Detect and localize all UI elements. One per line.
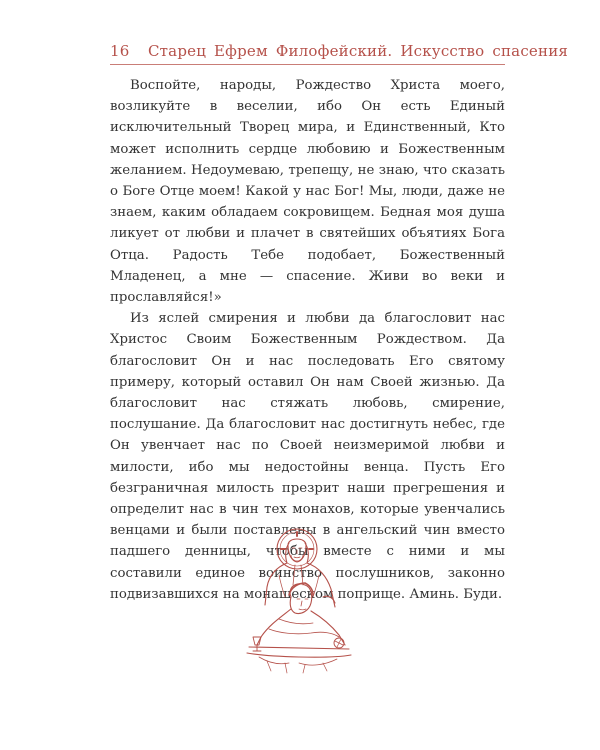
running-header-title: Старец Ефрем Филофейский. Искусство спасения [148,42,569,60]
paragraph-1: Воспойте, народы, Рождество Христа моего, возликуйте в веселии, ибо Он есть Единый исключительный Творец мира, и Единственный, Кто может исполнить сердце любовию и Божественным желанием. Недоумеваю, трепещу, не знаю, что сказать о Боге Отце моем! Какой у нас Бог! Мы, люди, даже не знаем, каким обладаем сокровищем. Бедная моя душа ликует от любви и плачет в святейших объятиях Бога Отца. Радость Тебе подобает, Божественный Младенец, а мне — спасение. Живи во веки и прославляйся!» [110,78,505,306]
paragraph-2: Из яслей смирения и любви да благословит нас Христос Своим Божественным Рождеством. Да благословит Он и нас последовать Его святому примеру, который оставил Он нам Своей жизнью. Да благословит нас стяжать любовь, смирение, послушание. Да благословит нас достигнуть небес, где Он увенчает нас по Своей неизмеримой любви и милости, ибо мы недостойны венца. Пусть Его безграничная милость презрит наши прегрешения и определит нас в чин тех монахов, которые увенчались венцами и были поставлены в ангельский чин вместо падшего денницы, чтобы вместе с ними и мы составили единое воинство послушников, законно подвизавшихся на монашеском поприще. Аминь. Буди. [110,311,505,602]
christ-and-john-illustration [239,525,359,675]
page-number: 16 [110,42,130,60]
running-header [110,42,569,64]
header-rule [110,64,505,65]
